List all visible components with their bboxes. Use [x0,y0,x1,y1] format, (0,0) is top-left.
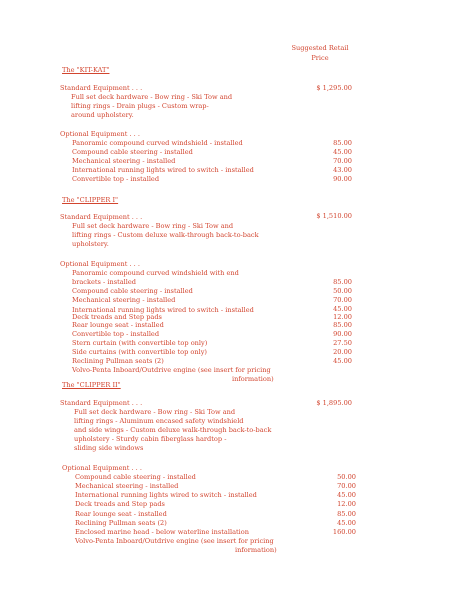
clipper1-optional-item: Volvo-Penta Inboard/Outdrive engine (see insert for pricing [72,366,271,374]
kitkat-standard-line: Full set deck hardware - Bow ring - Ski Tow and [71,93,233,101]
clipper2-standard-line: lifting rings - Aluminum encased safety windshield [74,417,244,425]
price-column-header-line2: Price [311,54,329,62]
clipper2-optional-item: Rear lounge seat - installed [75,510,167,518]
clipper2-optional-item: Compound cable steering - installed [75,473,196,481]
clipper2-optional-price: 160.00 [332,528,356,536]
clipper1-optional-item: information) [232,375,274,383]
clipper2-standard-line: sliding side windows [74,444,144,452]
clipper2-optional-item: information) [235,546,277,554]
clipper1-optional-item: Side curtains (with convertible top only) [72,348,208,356]
clipper1-optional-price: 90.00 [333,330,352,338]
kitkat-title: The "KIT-KAT" [62,66,110,74]
clipper2-optional-item: Reclining Pullman seats (2) [75,519,167,527]
clipper1-title: The "CLIPPER I" [62,196,119,204]
clipper1-standard-line: upholstery. [72,240,109,248]
kitkat-optional-price: 45.00 [333,148,352,156]
clipper1-optional-price: 45.00 [333,305,352,313]
clipper1-optional-item: Mechanical steering - installed [72,296,176,304]
clipper1-optional-price: 45.00 [333,357,352,365]
clipper2-standard-price: $ 1,895.00 [316,399,352,407]
clipper2-optional-label: Optional Equipment . . . [62,464,142,472]
kitkat-optional-item: Panoramic compound curved windshield - installed [72,139,243,147]
clipper2-optional-item: Enclosed marine head - below waterline installation [75,528,249,536]
clipper1-optional-item: Rear lounge seat - installed [72,321,164,329]
clipper1-standard-line: lifting rings - Custom deluxe walk-through back-to-back [72,231,259,239]
clipper2-standard-line: and side wings - Custom deluxe walk-through back-to-back [74,426,272,434]
clipper2-optional-item: Volvo-Penta Inboard/Outdrive engine (see insert for pricing [75,537,274,545]
kitkat-standard-line: around upholstery. [71,111,134,119]
clipper1-optional-item: Deck treads and Step pads [72,313,162,321]
clipper2-standard-label: Standard Equipment . . . [60,399,143,407]
kitkat-optional-item: Compound cable steering - installed [72,148,193,156]
clipper2-standard-line: Full set deck hardware - Bow ring - Ski Tow and [74,408,236,416]
kitkat-optional-price: 43.00 [333,166,352,174]
clipper2-title: The "CLIPPER II" [62,381,121,389]
clipper2-optional-price: 45.00 [337,519,356,527]
kitkat-standard-line: lifting rings - Drain plugs - Custom wrap- [71,102,209,110]
clipper1-standard-line: Full set deck hardware - Bow ring - Ski Tow and [72,222,234,230]
clipper1-optional-item: Convertible top - installed [72,330,160,338]
clipper1-optional-price: 70.00 [333,296,352,304]
kitkat-optional-item: International running lights wired to switch - installed [72,166,254,174]
clipper2-standard-line: upholstery - Sturdy cabin fiberglass hardtop - [74,435,227,443]
clipper2-optional-price: 50.00 [337,473,356,481]
clipper1-optional-price: 85.00 [333,321,352,329]
clipper2-optional-item: Deck treads and Step pads [75,500,165,508]
clipper1-optional-item: International running lights wired to switch - installed [72,306,254,314]
clipper2-optional-item: International running lights wired to switch - installed [75,491,257,499]
kitkat-optional-label: Optional Equipment . . . [60,130,140,138]
kitkat-standard-label: Standard Equipment . . . [60,84,143,92]
clipper1-optional-price: 12.00 [333,313,352,321]
kitkat-optional-price: 90.00 [333,175,352,183]
kitkat-optional-item: Mechanical steering - installed [72,157,176,165]
clipper1-optional-item: Stern curtain (with convertible top only) [72,339,208,347]
clipper1-optional-item: Panoramic compound curved windshield with end [72,269,239,277]
kitkat-standard-price: $ 1,295.00 [316,84,352,92]
clipper2-optional-price: 70.00 [337,482,356,490]
price-column-header-line1: Suggested Retail [291,44,349,52]
clipper1-optional-price: 27.50 [333,339,352,347]
clipper1-optional-item: Reclining Pullman seats (2) [72,357,164,365]
clipper1-optional-price: 50.00 [333,287,352,295]
kitkat-optional-price: 70.00 [333,157,352,165]
clipper2-optional-price: 45.00 [337,491,356,499]
clipper1-optional-label: Optional Equipment . . . [60,260,140,268]
clipper2-optional-price: 85.00 [337,510,356,518]
clipper1-optional-item: brackets - installed [72,278,137,286]
kitkat-optional-price: 85.00 [333,139,352,147]
clipper2-optional-item: Mechanical steering - installed [75,482,179,490]
clipper1-optional-price: 20.00 [333,348,352,356]
clipper1-optional-item: Compound cable steering - installed [72,287,193,295]
clipper1-standard-label: Standard Equipment . . . [60,213,143,221]
clipper1-optional-price: 85.00 [333,278,352,286]
clipper1-standard-price: $ 1,510.00 [316,212,352,220]
clipper2-optional-price: 12.00 [337,500,356,508]
kitkat-optional-item: Convertible top - installed [72,175,160,183]
